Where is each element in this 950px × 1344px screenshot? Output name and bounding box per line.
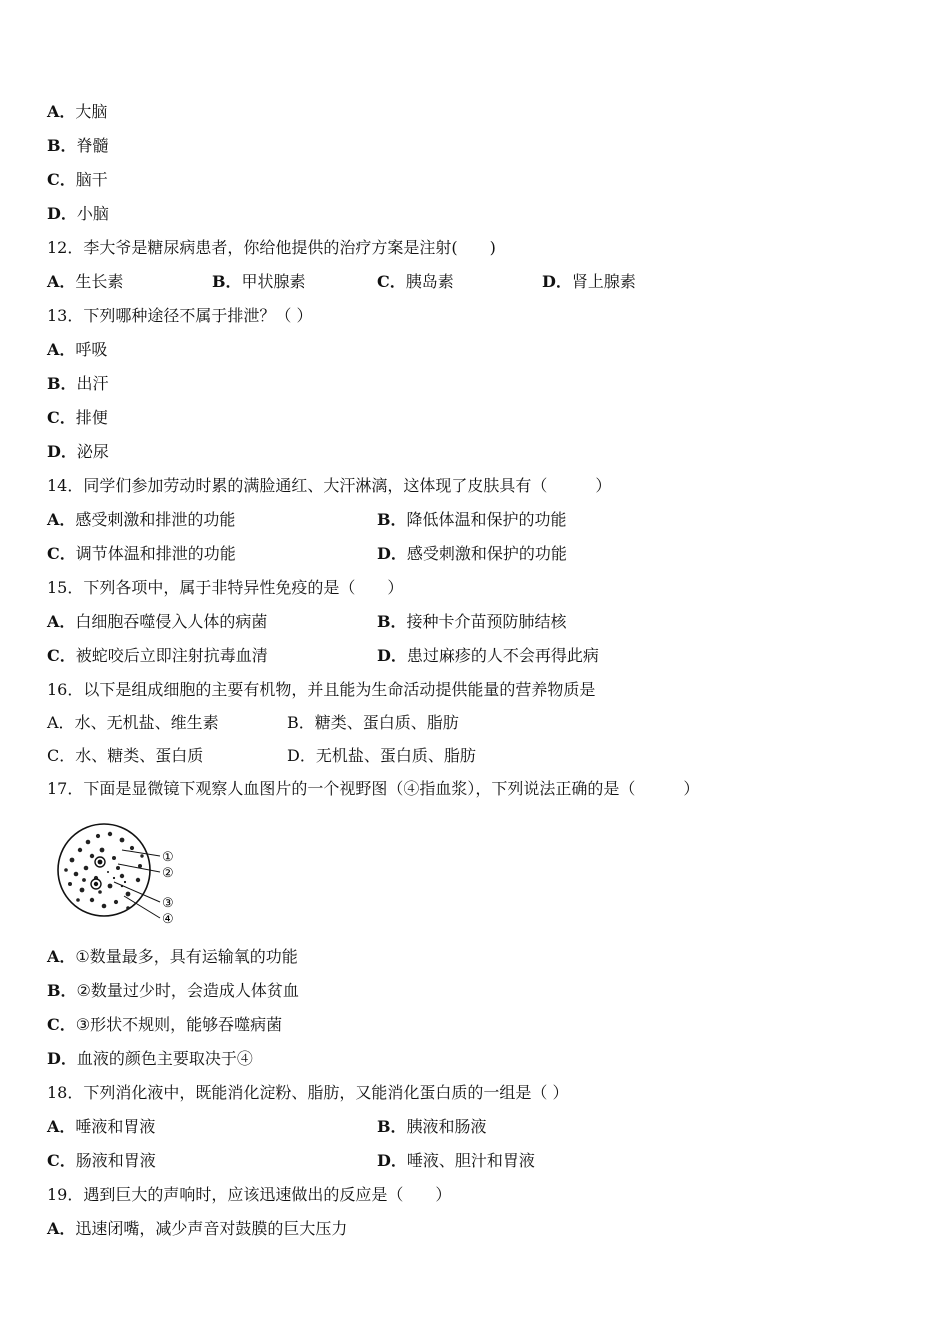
- q12-option-d: D．肾上腺素: [542, 272, 636, 291]
- q16-option-c: C．水、糖类、蛋白质: [47, 746, 204, 765]
- q12-option-c: C．胰岛素: [377, 272, 454, 291]
- q14-stem: 14．同学们参加劳动时累的满脸通红、大汗淋漓，这体现了皮肤具有（ ）: [47, 476, 612, 495]
- q11-option-a: A．大脑: [47, 102, 108, 121]
- q12-option-a: A．生长素: [47, 272, 124, 291]
- q13-option-a: A．呼吸: [47, 340, 108, 359]
- q12-stem: 12．李大爷是糖尿病患者，你给他提供的治疗方案是注射( ): [47, 238, 496, 257]
- q18-stem: 18．下列消化液中，既能消化淀粉、脂肪，又能消化蛋白质的一组是（ ）: [47, 1083, 569, 1102]
- figure-label-4: ④: [162, 912, 174, 927]
- q17-stem: 17．下面是显微镜下观察人血图片的一个视野图（④指血浆），下列说法正确的是（ ）: [47, 779, 700, 798]
- q12-option-b: B．甲状腺素: [212, 272, 306, 291]
- q11-option-d: D．小脑: [47, 204, 109, 223]
- q11-option-b: B．脊髓: [47, 136, 109, 155]
- q14-option-b: B．降低体温和保护的功能: [377, 510, 567, 529]
- q13-option-d: D．泌尿: [47, 442, 109, 461]
- field-of-view-circle: [58, 824, 150, 916]
- q16-option-b: B．糖类、蛋白质、脂肪: [287, 713, 459, 732]
- q17-option-a: A．①数量最多，具有运输氧的功能: [47, 947, 298, 966]
- q15-option-c: C．被蛇咬后立即注射抗毒血清: [47, 646, 268, 665]
- blood-smear-figure: [52, 820, 182, 930]
- q18-option-b: B．胰液和肠液: [377, 1117, 487, 1136]
- q14-option-c: C．调节体温和排泄的功能: [47, 544, 236, 563]
- q15-option-d: D．患过麻疹的人不会再得此病: [377, 646, 599, 665]
- q17-option-d: D．血液的颜色主要取决于④: [47, 1049, 253, 1068]
- q16-option-a: A．水、无机盐、维生素: [47, 713, 219, 732]
- q17-option-b: B．②数量过少时，会造成人体贫血: [47, 981, 299, 1000]
- q19-stem: 19．遇到巨大的声响时，应该迅速做出的反应是（ ）: [47, 1185, 452, 1204]
- q16-option-d: D．无机盐、蛋白质、脂肪: [287, 746, 476, 765]
- q14-option-a: A．感受刺激和排泄的功能: [47, 510, 236, 529]
- q18-option-d: D．唾液、胆汁和胃液: [377, 1151, 535, 1170]
- q18-option-c: C．肠液和胃液: [47, 1151, 156, 1170]
- q11-option-c: C．脑干: [47, 170, 108, 189]
- q14-option-d: D．感受刺激和保护的功能: [377, 544, 567, 563]
- q19-option-a: A．迅速闭嘴，减少声音对鼓膜的巨大压力: [47, 1219, 348, 1238]
- figure-label-1: ①: [162, 850, 174, 865]
- q15-option-b: B．接种卡介苗预防肺结核: [377, 612, 567, 631]
- figure-label-2: ②: [162, 866, 174, 881]
- q13-option-b: B．出汗: [47, 374, 109, 393]
- q15-stem: 15．下列各项中，属于非特异性免疫的是（ ）: [47, 578, 404, 597]
- figure-label-3: ③: [162, 896, 174, 911]
- q13-stem: 13．下列哪种途径不属于排泄？（ ）: [47, 306, 313, 325]
- q18-option-a: A．唾液和胃液: [47, 1117, 156, 1136]
- q13-option-c: C．排便: [47, 408, 108, 427]
- q15-option-a: A．白细胞吞噬侵入人体的病菌: [47, 612, 268, 631]
- q17-option-c: C．③形状不规则，能够吞噬病菌: [47, 1015, 283, 1034]
- q16-stem: 16．以下是组成细胞的主要有机物，并且能为生命活动提供能量的营养物质是: [47, 680, 596, 699]
